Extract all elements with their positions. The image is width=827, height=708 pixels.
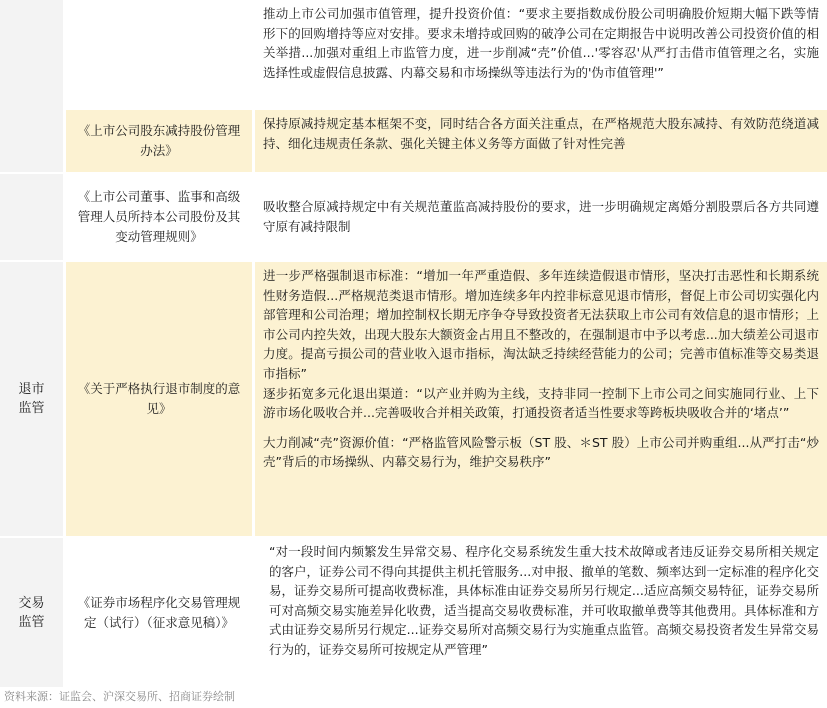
content-text: 大力削减“壳”资源价值：“严格监管风险警示板（ST 股、＊ST 股）上市公司并购重组...从严打击“炒壳”背后的市场操纵、内幕交易行为，维护交易秩序” [263, 434, 819, 470]
content-cell [255, 262, 827, 536]
content-text: 推动上市公司加强市值管理，提升投资价值：“要求主要指数成份股公司明确股价短期大幅下跌等情形下的回购增持等应对安排。要求未增持或回购的破净公司在定期报告中说明改善公司投资价值的相关举措...加强对重组上市监管力度，进一步削减“壳”价值...'零容忍'从严打击借市值管理之名，实施选择性或虚假信息披露、内幕交易和市场操纵等违法行为的'伪市值管理'” [263, 6, 819, 80]
table-row [0, 0, 827, 110]
category-label: 交易监管 [18, 595, 45, 630]
content-cell [255, 110, 827, 172]
category-label: 退市监管 [18, 382, 45, 416]
content-text: 保持原减持规定基本框架不变，同时结合各方面关注重点，在严格规范大股东减持、有效防范绕道减持、细化违规责任条款、强化关键主体义务等方面做了针对性完善 [263, 116, 819, 151]
content-text: 进一步严格强制退市标准：“增加一年严重造假、多年连续造假退市情形，坚决打击恶性和长期系统性财务造假...严格规范类退市情形。增加连续多年内控非标意见退市情形，督促上市公司切实强化内部管理和公司治理；增加控制权长期无序争夺导致投资者无法获取上市公司有效信息的退市情形；上市公司内控失效，出现大股东大额资金占用且不整改的，在强制退市中予以考虑...加大绩差公司退市力度。提高亏损公司的营业收入退市指标，淘汰缺乏持续经营能力的公司；完善市值标准等交易类退市指标” [263, 268, 819, 381]
regulation-title: 《上市公司董事、监事和高级管理人员所持本公司股份及其变动管理规则》 [77, 189, 241, 244]
regulation-title: 《关于严格执行退市制度的意见》 [77, 381, 241, 416]
content-text: “对一段时间内频繁发生异常交易、程序化交易系统发生重大技术故障或者违反证券交易所相关规定的客户，证券公司不得向其提供主机托管服务...对申报、撤单的笔数、频率达到一定标准的程序化交易，证券交易所可提高收费标准，具体标准由证券交易所另行规定...适应高频交易特征，证券交易所可对高频交易实施差异化收费，适当提高交易收费标准，并可收取撤单费等其他费用。具体标准和方式由证券交易所另行规定...证券交易所对高频交易行为实施重点监管。高频交易投资者发生异常交易行为的，证券交易所可按规定从严管理” [269, 544, 820, 657]
category-cell [0, 174, 63, 260]
content-text: 吸收整合原减持规定中有关规范董监高减持股份的要求，进一步明确规定离婚分割股票后各方共同遵守原有减持限制 [263, 199, 819, 234]
table-row [0, 174, 827, 260]
table-row [0, 262, 827, 536]
category-cell [0, 538, 63, 687]
category-cell [0, 0, 63, 110]
content-cell [255, 0, 827, 110]
content-cell [255, 174, 827, 260]
regulation-title: 《上市公司股东减持股份管理办法》 [77, 123, 241, 158]
table-row [0, 110, 827, 172]
table-row [0, 538, 827, 687]
regulation-cell [66, 174, 252, 260]
regulation-cell [66, 110, 252, 172]
regulation-cell [66, 538, 252, 687]
regulation-title: 《证券市场程序化交易管理规定（试行）（征求意见稿）》 [77, 594, 241, 630]
content-cell [255, 538, 827, 687]
category-cell [0, 262, 63, 536]
category-cell [0, 110, 63, 172]
source-note: 资料来源：证监会、沪深交易所、招商证券绘制 [4, 690, 235, 703]
content-text: 逐步拓宽多元化退出渠道：“以产业并购为主线，支持非同一控制下上市公司之间实施同行业、上下游市场化吸收合并...完善吸收合并相关政策，打通投资者适当性要求等跨板块吸收合并的‘堵点’” [263, 385, 819, 421]
regulation-cell [66, 0, 252, 110]
regulation-cell [66, 262, 252, 536]
